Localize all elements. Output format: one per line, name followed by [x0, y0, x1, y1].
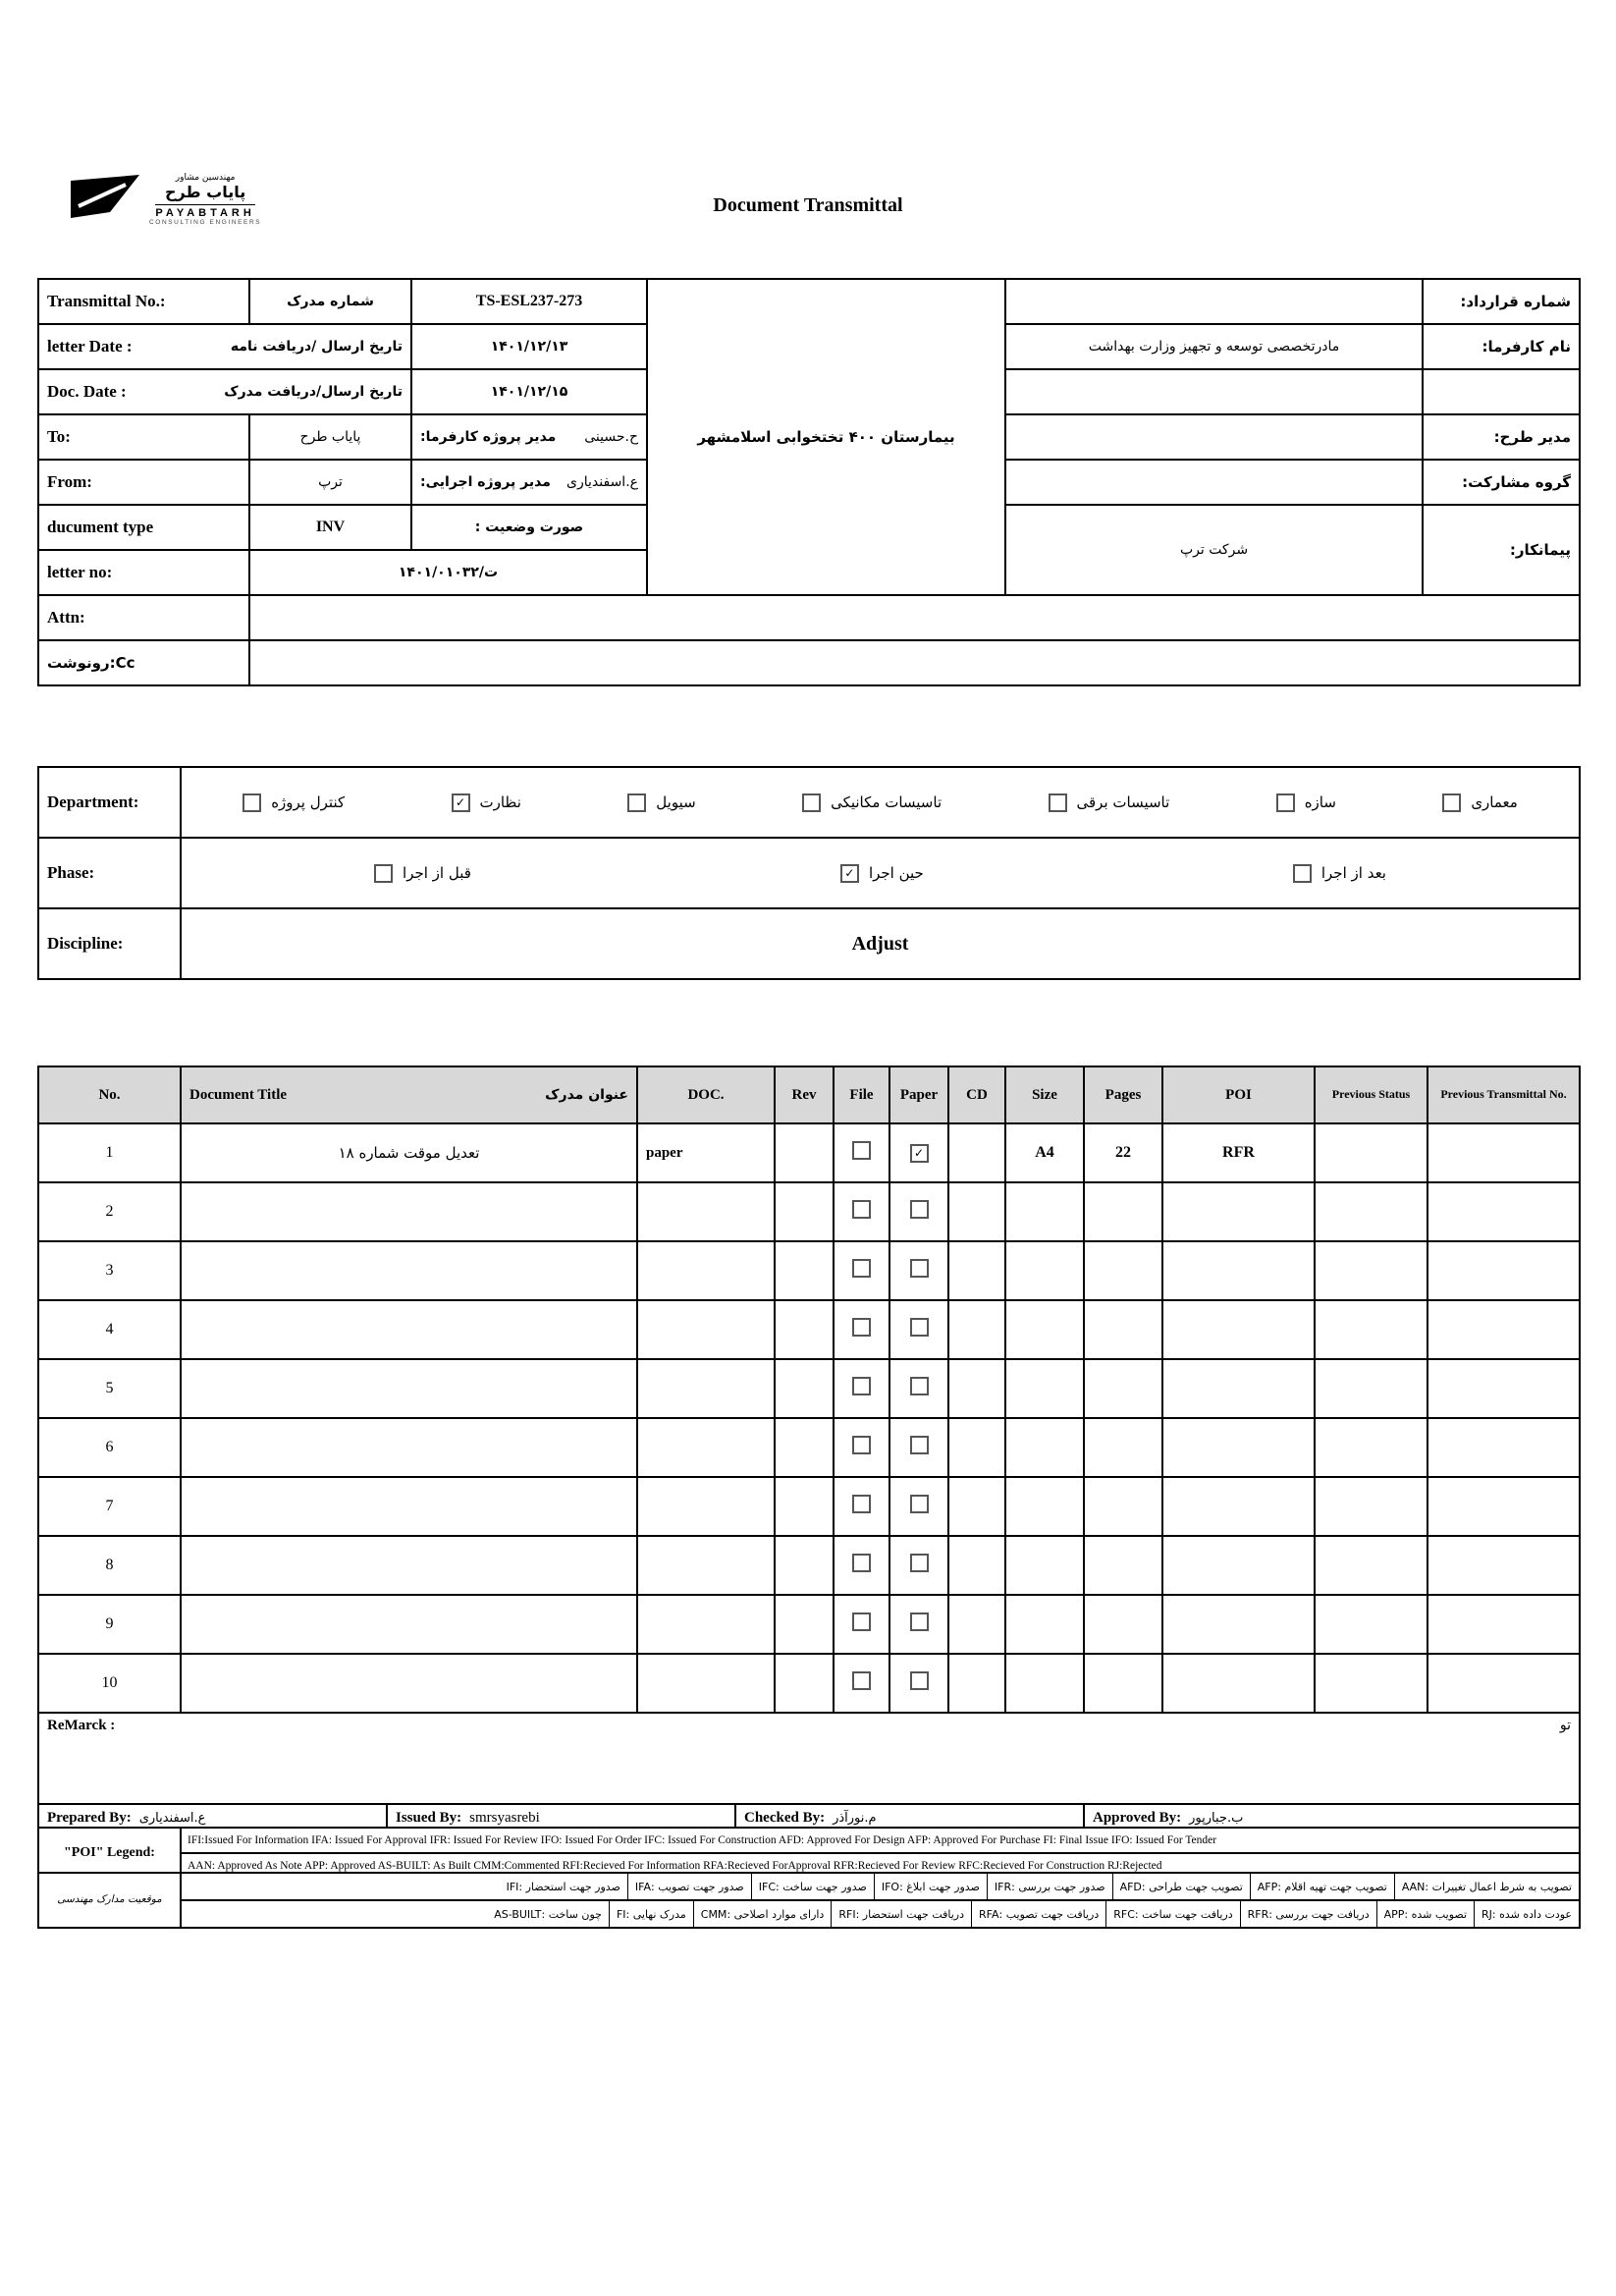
project-manager-value — [1005, 414, 1423, 460]
table-row — [38, 1418, 1580, 1477]
cell-no: 2 — [38, 1182, 181, 1241]
contract-no-label: شماره قرارداد: — [1423, 279, 1580, 324]
table-row — [38, 1654, 1580, 1713]
letter-date-label-fa: تاریخ ارسال /دریافت نامه — [230, 339, 403, 355]
phase-option-after: بعد از اجرا — [1293, 864, 1386, 883]
fa-legend-item: دریافت جهت بررسی :RFR — [1240, 1901, 1376, 1927]
header-file: File — [834, 1066, 889, 1123]
file-checkbox[interactable] — [852, 1141, 871, 1160]
attn-value — [249, 595, 1580, 640]
from-value: ترپ — [249, 460, 411, 505]
to-value: پایاب طرح — [249, 414, 411, 460]
dept-mechanical-checkbox[interactable] — [802, 793, 821, 812]
cell-no: 10 — [38, 1654, 181, 1713]
letter-date-row-label — [38, 324, 411, 369]
fa-legend-line2 — [181, 1900, 1580, 1928]
dept-option-civil: سیویل — [627, 793, 695, 812]
poi-legend-line1: IFI:Issued For Information IFA: Issued For Approval IFR: Issued For Review IFO: Issued For Order IFC: Issued For Construction AFD: Approved For Design AFP: Approved For Purchase FI: Final Issue IFO: Issued For Tender — [181, 1828, 1580, 1853]
table-row — [38, 1123, 1580, 1182]
header-paper: Paper — [889, 1066, 948, 1123]
fa-legend-item: تصویب جهت طراحی :AFD — [1112, 1874, 1250, 1899]
dept-option-electrical: تاسیسات برقی — [1049, 793, 1170, 812]
letter-no-label: letter no: — [38, 550, 249, 595]
discipline-label: Discipline: — [38, 908, 181, 979]
phase-option-before: قبل از اجرا — [374, 864, 471, 883]
phase-during-checkbox[interactable]: ✓ — [840, 864, 859, 883]
fa-legend-item: مدرک نهایی :FI — [609, 1901, 693, 1927]
empty-cell — [1005, 369, 1423, 414]
header-title-en: Document Title — [189, 1086, 288, 1103]
client-name-label: نام کارفرما: — [1423, 324, 1580, 369]
file-checkbox[interactable] — [852, 1613, 871, 1631]
logo-subtitle-en: CONSULTING ENGINEERS — [149, 219, 262, 226]
header-doc: DOC. — [637, 1066, 775, 1123]
cell-cd — [948, 1123, 1005, 1182]
documents-table — [37, 1066, 1581, 1834]
cc-value — [249, 640, 1580, 685]
prepared-by-label: Prepared By: — [47, 1809, 132, 1826]
issued-by-label: Issued By: — [396, 1809, 462, 1826]
contractor-value: شرکت ترپ — [1005, 505, 1423, 595]
checked-by-value: م.نورآذر — [833, 1810, 877, 1826]
cell-poi: RFR — [1162, 1123, 1315, 1182]
client-pm-cell — [411, 414, 647, 460]
fa-legend-item: تصویب به شرط اعمال تغییرات :AAN — [1394, 1874, 1579, 1899]
fa-legend-label: موقعیت مدارک مهندسی — [38, 1873, 181, 1928]
letter-date-value: ۱۴۰۱/۱۲/۱۳ — [411, 324, 647, 369]
project-name: بیمارستان ۴۰۰ تختخوابی اسلامشهر — [647, 279, 1005, 595]
dept-electrical-checkbox[interactable] — [1049, 793, 1067, 812]
cell-no: 6 — [38, 1418, 181, 1477]
file-checkbox[interactable] — [852, 1671, 871, 1690]
file-checkbox[interactable] — [852, 1436, 871, 1454]
header-rev: Rev — [775, 1066, 834, 1123]
fa-legend-item: صدور جهت تصویب :IFA — [627, 1874, 751, 1899]
fa-legend-item: صدور جهت بررسی :IFR — [987, 1874, 1112, 1899]
dept-civil-checkbox[interactable] — [627, 793, 646, 812]
discipline-value: Adjust — [181, 908, 1580, 979]
cell-file — [834, 1123, 889, 1182]
transmittal-no-label: Transmittal No.: — [38, 279, 249, 324]
exec-pm-cell — [411, 460, 647, 505]
remark-note: تو — [1559, 1718, 1571, 1733]
file-checkbox[interactable] — [852, 1554, 871, 1572]
fa-legend-line1 — [181, 1873, 1580, 1900]
approved-by-value: ب.جبارپور — [1189, 1810, 1244, 1826]
cell-prev-status — [1315, 1123, 1427, 1182]
header-size: Size — [1005, 1066, 1084, 1123]
dept-option-nezarat: نظارت ✓ — [452, 793, 521, 812]
page-title: Document Transmittal — [713, 194, 903, 216]
fa-legend-item: صدور جهت ساخت :IFC — [751, 1874, 874, 1899]
table-row — [38, 1359, 1580, 1418]
client-pm-value: ح.حسینی — [584, 429, 638, 445]
fa-legend-item: تصویب شده :APP — [1376, 1901, 1474, 1927]
contractor-label: پیمانکار: — [1423, 505, 1580, 595]
file-checkbox[interactable] — [852, 1377, 871, 1395]
doc-type-label-fa: صورت وضعیت : — [411, 505, 647, 550]
department-options — [181, 767, 1580, 838]
phase-options — [181, 838, 1580, 908]
paper-checkbox[interactable] — [910, 1671, 929, 1690]
paper-checkbox[interactable] — [910, 1436, 929, 1454]
table-row — [38, 1241, 1580, 1300]
paper-checkbox[interactable] — [910, 1613, 929, 1631]
letter-no-value: ت/۱۴۰۱/۰۱۰۳۲ — [249, 550, 647, 595]
doc-type-label: ducument type — [38, 505, 249, 550]
phase-label: Phase: — [38, 838, 181, 908]
dept-option-project-control: کنترل پروژه — [242, 793, 345, 812]
header-title — [181, 1066, 637, 1123]
transmittal-no-value: TS-ESL237-273 — [411, 279, 647, 324]
table-row — [38, 1595, 1580, 1654]
paper-checkbox[interactable] — [910, 1200, 929, 1219]
department-label: Department: — [38, 767, 181, 838]
header-no: No. — [38, 1066, 181, 1123]
paper-checkbox[interactable] — [910, 1554, 929, 1572]
checked-by-label: Checked By: — [744, 1809, 826, 1826]
cell-no: 3 — [38, 1241, 181, 1300]
table-row — [38, 1477, 1580, 1536]
fa-legend-item: چون ساخت :AS-BUILT — [494, 1907, 602, 1921]
table-row — [38, 1182, 1580, 1241]
fa-legend-item: دارای موارد اصلاحی :CMM — [693, 1901, 832, 1927]
prepared-by-value: ع.اسفندیاری — [138, 1810, 206, 1826]
phase-option-during: حین اجرا ✓ — [840, 864, 924, 883]
jv-value — [1005, 460, 1423, 505]
cell-doc: paper — [637, 1123, 775, 1182]
fa-legend-item: صدور جهت استحضار :IFI — [506, 1880, 620, 1893]
approved-by-label: Approved By: — [1093, 1809, 1182, 1826]
table-row — [38, 1300, 1580, 1359]
doc-type-value: INV — [249, 505, 411, 550]
cell-no: 4 — [38, 1300, 181, 1359]
doc-date-value: ۱۴۰۱/۱۲/۱۵ — [411, 369, 647, 414]
phase-before-checkbox[interactable] — [374, 864, 393, 883]
cell-prev-no — [1427, 1123, 1580, 1182]
poi-legend-line2: AAN: Approved As Note APP: Approved AS-BUILT: As Built CMM:Commented RFI:Recieved For Information RFA:Recieved ForApproval RFR:Recieved For Review RFC:Recieved For Construction RJ:Rejected — [181, 1853, 1580, 1879]
cc-label: رونوشت:Cc — [38, 640, 249, 685]
fa-legend-item: دریافت جهت ساخت :RFC — [1105, 1901, 1239, 1927]
cell-no: 8 — [38, 1536, 181, 1595]
paper-checkbox[interactable] — [910, 1495, 929, 1513]
client-name-value: مادرتخصصی توسعه و تجهیز وزارت بهداشت — [1005, 324, 1423, 369]
poi-legend-label: "POI" Legend: — [38, 1828, 181, 1879]
fa-legend-item: تصویب جهت تهیه اقلام :AFP — [1250, 1874, 1394, 1899]
classification-table — [37, 766, 1581, 980]
cell-no: 1 — [38, 1123, 181, 1182]
empty-cell — [1423, 369, 1580, 414]
cell-pages: 22 — [1084, 1123, 1162, 1182]
paper-checkbox[interactable] — [910, 1318, 929, 1337]
paper-checkbox[interactable] — [910, 1377, 929, 1395]
doc-date-label-en: Doc. Date : — [47, 382, 127, 401]
dept-option-memari: معماری — [1442, 793, 1518, 812]
cell-rev — [775, 1123, 834, 1182]
from-label: From: — [38, 460, 249, 505]
exec-pm-value: ع.اسفندیاری — [566, 474, 638, 490]
attn-label: Attn: — [38, 595, 249, 640]
file-checkbox[interactable] — [852, 1318, 871, 1337]
phase-after-checkbox[interactable] — [1293, 864, 1312, 883]
cell-size: A4 — [1005, 1123, 1084, 1182]
header-cd: CD — [948, 1066, 1005, 1123]
header-prev-status: Previous Status — [1315, 1066, 1427, 1123]
dept-option-sazeh: سازه — [1276, 793, 1336, 812]
exec-pm-label: مدیر پروژه اجرایی: — [420, 474, 551, 490]
fa-legend-item: عودت داده شده :RJ — [1474, 1901, 1579, 1927]
fa-legend-table — [37, 1872, 1581, 1929]
header-prev-no: Previous Transmittal No. — [1427, 1066, 1580, 1123]
fa-legend-item: دریافت جهت استحضار :RFI — [831, 1901, 971, 1927]
header-title-fa: عنوان مدرک — [545, 1087, 628, 1103]
header-pages: Pages — [1084, 1066, 1162, 1123]
file-checkbox[interactable] — [852, 1259, 871, 1278]
doc-date-label-fa: تاریخ ارسال/دریافت مدرک — [224, 384, 403, 400]
letter-date-label-en: letter Date : — [47, 337, 133, 355]
dept-memari-checkbox[interactable] — [1442, 793, 1461, 812]
client-pm-label: مدیر پروژه کارفرما: — [420, 429, 557, 445]
contract-no-value — [1005, 279, 1423, 324]
fa-legend-item: دریافت جهت تصویب :RFA — [971, 1901, 1105, 1927]
remark-label: ReMarck : — [47, 1718, 116, 1733]
project-manager-label: مدیر طرح: — [1423, 414, 1580, 460]
cell-no: 7 — [38, 1477, 181, 1536]
logo-tagline-fa: مهندسین مشاور — [175, 173, 236, 183]
dept-nezarat-checkbox[interactable]: ✓ — [452, 793, 470, 812]
dept-option-mechanical: تاسیسات مکانیکی — [802, 793, 942, 812]
file-checkbox[interactable] — [852, 1200, 871, 1219]
paper-checkbox[interactable]: ✓ — [910, 1144, 929, 1163]
doc-date-row-label — [38, 369, 411, 414]
jv-label: گروه مشارکت: — [1423, 460, 1580, 505]
doc-no-label-fa: شماره مدرک — [249, 279, 411, 324]
logo-brand-en: PAYABTARH — [155, 204, 254, 219]
cell-title: تعدیل موقت شماره ۱۸ — [181, 1123, 637, 1182]
issued-by-value: smrsyasrebi — [469, 1809, 540, 1826]
to-label: To: — [38, 414, 249, 460]
table-row — [38, 1536, 1580, 1595]
dept-project-control-checkbox[interactable] — [242, 793, 261, 812]
file-checkbox[interactable] — [852, 1495, 871, 1513]
logo-brand-fa: پایاب طرح — [165, 183, 246, 201]
cell-no: 5 — [38, 1359, 181, 1418]
fa-legend-item: صدور جهت ابلاغ :IFO — [874, 1874, 987, 1899]
header-poi: POI — [1162, 1066, 1315, 1123]
dept-sazeh-checkbox[interactable] — [1276, 793, 1295, 812]
transmittal-info-table — [37, 278, 1581, 686]
paper-checkbox[interactable] — [910, 1259, 929, 1278]
cell-no: 9 — [38, 1595, 181, 1654]
cell-paper — [889, 1123, 948, 1182]
